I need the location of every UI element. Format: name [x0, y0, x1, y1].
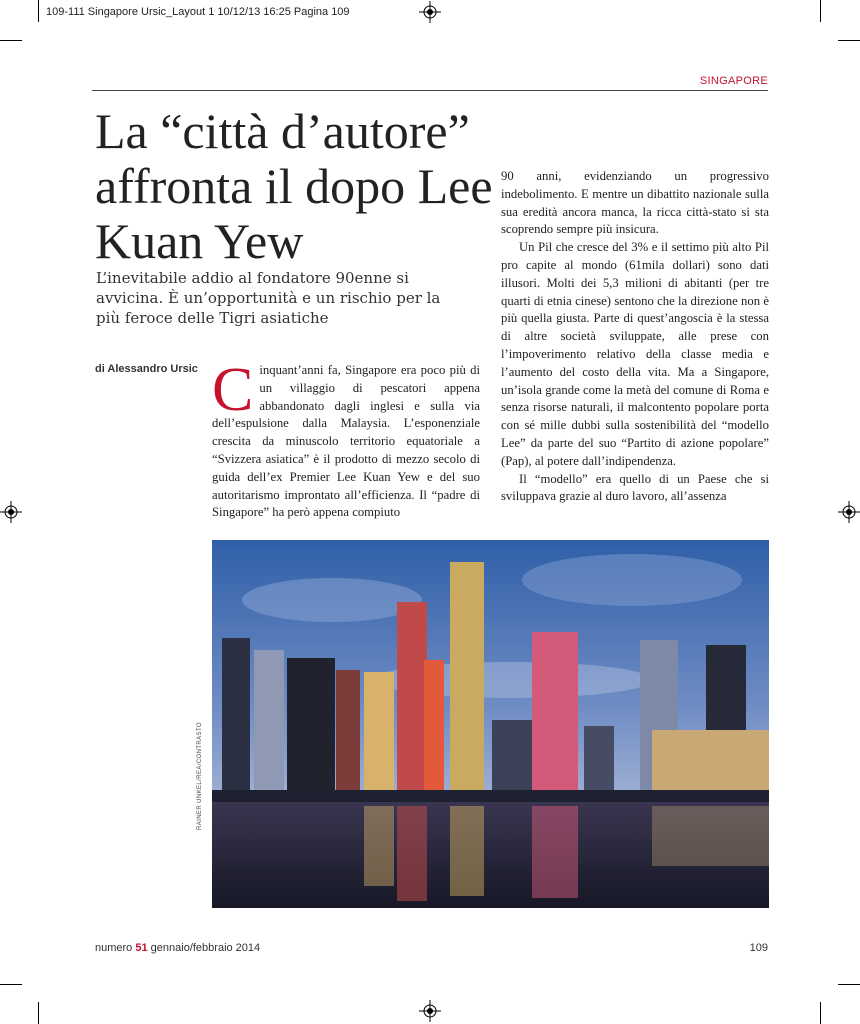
footer-issue	[95, 942, 260, 954]
crop-mark	[0, 984, 22, 985]
slug-line: 109-111 Singapore Ursic_Layout 1 10/12/13 16:25 Pagina 109	[46, 6, 350, 18]
byline: di Alessandro Ursic	[95, 363, 198, 375]
crop-mark	[38, 1002, 39, 1024]
photo-credit: RAINER UNKEL/REA/CONTRASTO	[197, 722, 203, 830]
paragraph: 90 anni, evidenziando un progressivo indebolimento. E mentre un dibattito nazionale sulla sua eredità ancora manca, la ricca città-stato si sta scoprendo sempre più insicura.	[501, 169, 769, 237]
paragraph: Un Pil che cresce del 3% e il settimo più alto Pil pro capite al mondo (61mila dollari) sono dati illusori. Molti dei 5,3 milioni di abitanti (per tre quarti di etnia cinese) sentono che la direzione non è più quella giusta. Parte di quest’angoscia è la stessa di altre società sviluppate, alle prese con l’impoverimento relativo della classe media e l’aumento del costo della vita. Ma a Singapore, un’isola grande come la metà del comune di Roma e senza risorse naturali, il malcontento popolare porta con sé mille dubbi sulla sostenibilità del “modello Lee” da parte del suo “Partito di azione popolare” (Pap), al potere dall’indipendenza.	[501, 240, 769, 468]
singapore-skyline-photo	[212, 540, 769, 908]
drop-cap: C	[212, 356, 254, 424]
crop-mark	[838, 40, 860, 41]
page-number: 109	[749, 942, 768, 954]
registration-mark-icon	[419, 1000, 441, 1022]
crop-mark	[820, 1002, 821, 1024]
issue-number: 51	[135, 942, 148, 954]
registration-mark-icon	[419, 1, 441, 23]
header-rule	[92, 90, 768, 91]
paragraph-text: inquant’anni fa, Singapore era poco più di un villaggio di pescatori appena abbandonato dagli inglesi e sulla via dell’espulsione dalla Malaysia. L’esponenziale crescita da minuscolo territorio equatoriale a “Svizzera asiatica” è il prodotto di mezzo secolo di guida dell’ex Premier Lee Kuan Yew e del suo autoritarismo improntato all’efficienza. Il “padre di Singapore” ha però appena compiuto	[212, 363, 480, 520]
footer-prefix: numero	[95, 942, 133, 954]
body-column-2	[501, 168, 769, 506]
body-column-1	[212, 356, 480, 522]
section-label: SINGAPORE	[699, 75, 768, 87]
paragraph	[212, 356, 480, 522]
crop-mark	[38, 0, 39, 22]
issue-date: gennaio/febbraio 2014	[150, 942, 261, 954]
registration-mark-icon	[838, 501, 860, 523]
paragraph: Il “modello” era quello di un Paese che si sviluppava grazie al duro lavoro, all’assenza	[501, 471, 769, 504]
article-subtitle: L’inevitabile addio al fondatore 90enne si avvicina. È un’opportunità e un rischio per la più feroce delle Tigri asiatiche	[96, 269, 441, 327]
registration-mark-icon	[0, 501, 22, 523]
crop-mark	[820, 0, 821, 22]
crop-mark	[0, 40, 22, 41]
crop-mark	[838, 984, 860, 985]
article-title: La “città d’autore” affronta il dopo Lee Kuan Yew	[95, 103, 493, 269]
